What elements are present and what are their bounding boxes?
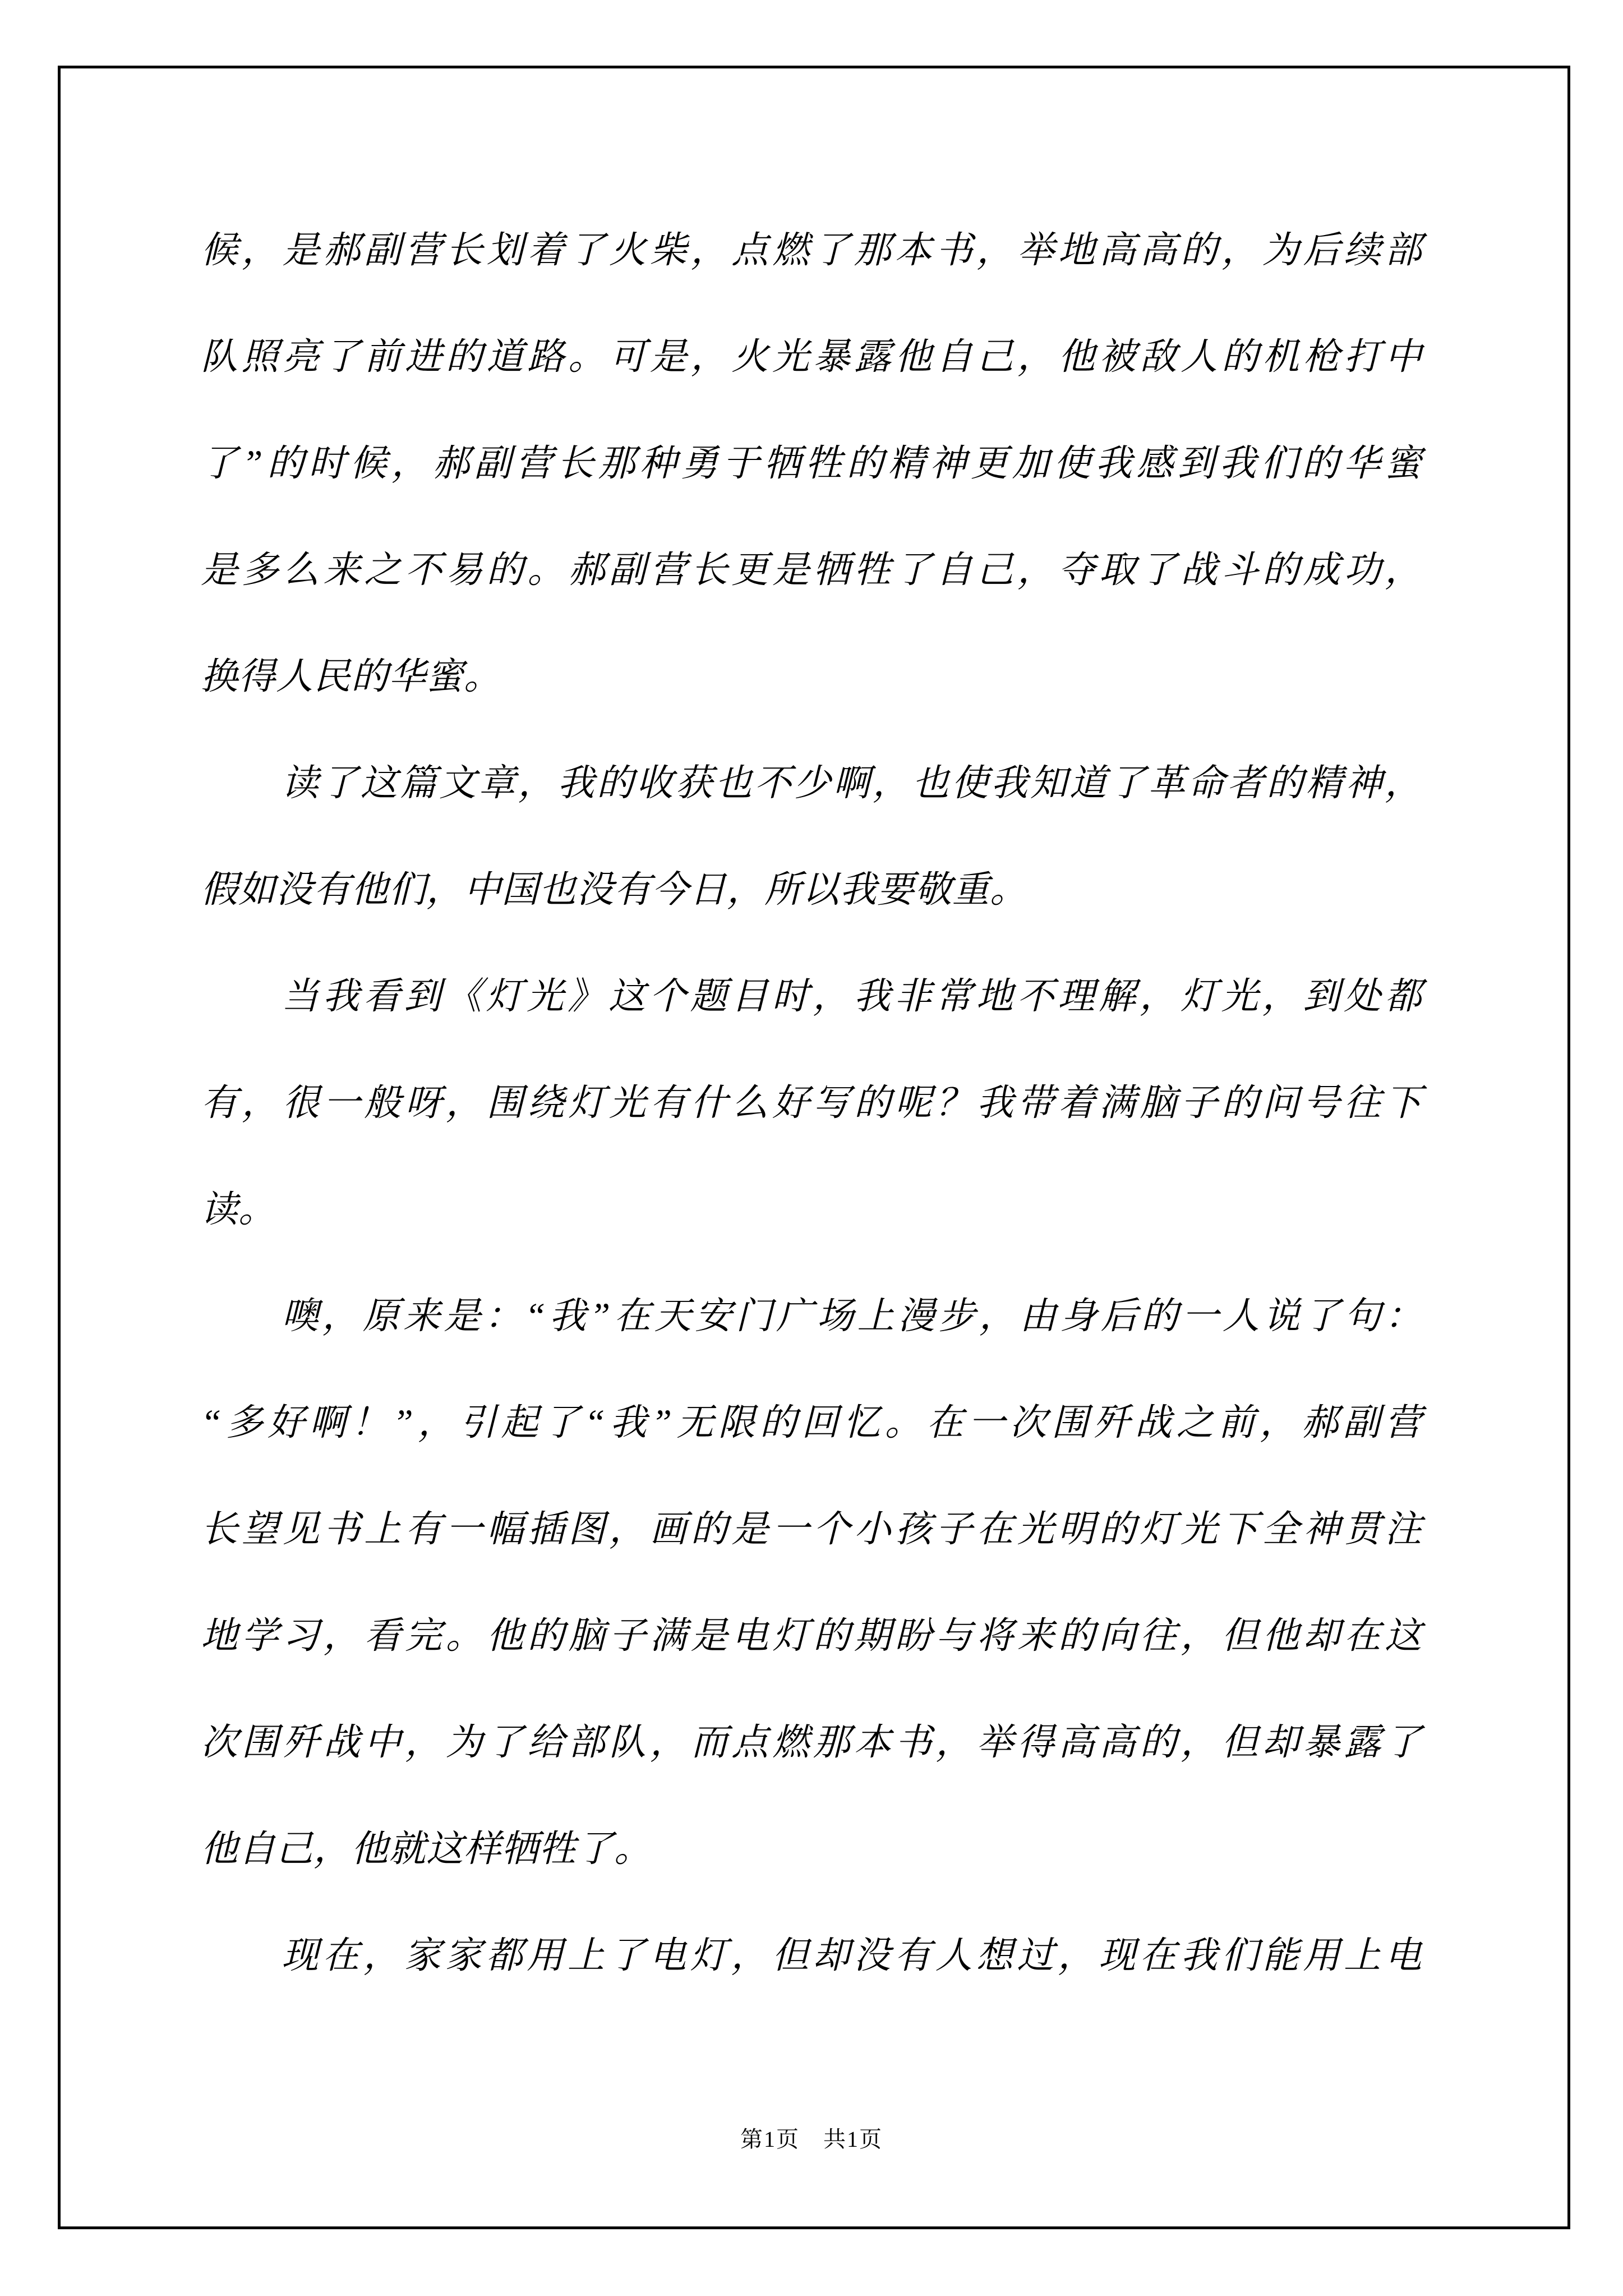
document-content [201,197,1422,2009]
text-line: “多好啊！”，引起了“我”无限的回忆。在一次围歼战之前，郝副营 [201,1402,1422,1443]
text-line: 次围歼战中，为了给部队，而点燃那本书，举得高高的，但却暴露了 [201,1722,1422,1763]
text-line: 是多么来之不易的。郝副营长更是牺牲了自己，夺取了战斗的成功， [201,550,1422,591]
text-line: 有，很一般呀，围绕灯光有什么好写的呢？我带着满脑子的问号往下 [201,1083,1422,1124]
text-line: 地学习，看完。他的脑子满是电灯的期盼与将来的向往，但他却在这 [201,1616,1422,1657]
text-line: 读。 [201,1189,276,1230]
text-line: 了”的时候，郝副营长那种勇于牺牲的精神更加使我感到我们的华蜜 [201,443,1422,484]
text-line: 长望见书上有一幅插图，画的是一个小孩子在光明的灯光下全神贯注 [201,1509,1422,1550]
text-line: 他自己，他就这样牺牲了。 [201,1829,652,1870]
text-line: 现在，家家都用上了电灯，但却没有人想过，现在我们能用上电 [282,1935,1422,1976]
text-line: 假如没有他们，中国也没有今日，所以我要敬重。 [201,869,1027,910]
text-line: 噢，原来是：“我”在天安门广场上漫步，由身后的一人说了句： [282,1296,1422,1337]
text-line: 换得人民的华蜜。 [201,656,501,697]
text-line: 队照亮了前进的道路。可是，火光暴露他自己，他被敌人的机枪打中 [201,337,1422,378]
text-line: 候，是郝副营长划着了火柴，点燃了那本书，举地高高的，为后续部 [201,230,1422,271]
page-number-footer: 第1页 共1页 [740,2127,883,2152]
text-line: 当我看到《灯光》这个题目时，我非常地不理解，灯光，到处都 [282,976,1422,1017]
text-line: 读了这篇文章，我的收获也不少啊，也使我知道了革命者的精神， [282,763,1422,804]
